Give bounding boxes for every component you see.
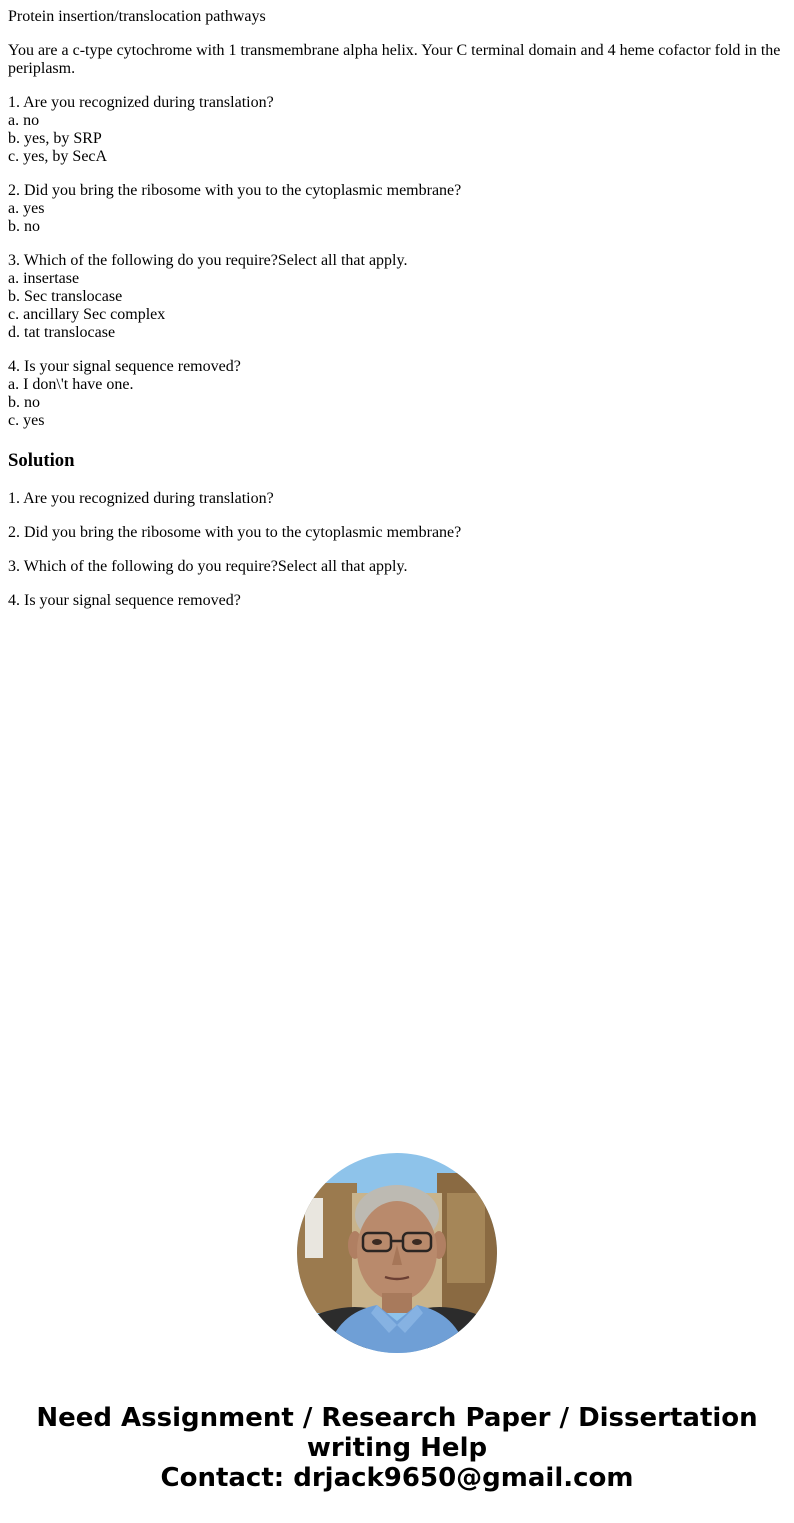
answer-option: b. no xyxy=(8,394,40,411)
solution-heading: Solution xyxy=(8,450,75,471)
promo-banner xyxy=(0,1403,794,1493)
answer-option: b. yes, by SRP xyxy=(8,130,102,147)
answer-option: b. no xyxy=(8,218,40,235)
answer-option: a. yes xyxy=(8,200,45,217)
answer-option: c. yes xyxy=(8,412,45,429)
document-title: Protein insertion/translocation pathways xyxy=(8,8,266,25)
document-content xyxy=(8,8,786,626)
author-avatar xyxy=(297,1153,497,1353)
promo-line-2: writing Help xyxy=(306,1433,488,1463)
question-intro: You are a c-type cytochrome with 1 transmembrane alpha helix. Your C terminal domain and 4 heme cofactor fold in the periplasm. xyxy=(8,42,781,77)
question-text: 2. Did you bring the ribosome with you to the cytoplasmic membrane? xyxy=(8,182,462,199)
question-block-4 xyxy=(8,358,786,430)
answer-option: a. I don\'t have one. xyxy=(8,376,134,393)
answer-option: b. Sec translocase xyxy=(8,288,123,305)
question-block-2 xyxy=(8,182,786,236)
answer-option: c. ancillary Sec complex xyxy=(8,306,166,323)
question-block-1 xyxy=(8,94,786,166)
solution-item: 4. Is your signal sequence removed? xyxy=(8,592,241,609)
solution-item: 1. Are you recognized during translation? xyxy=(8,490,274,507)
question-block-3 xyxy=(8,252,786,342)
promo-line-1: Need Assignment / Research Paper / Dissertation xyxy=(36,1403,758,1433)
solution-item: 3. Which of the following do you require?Select all that apply. xyxy=(8,558,408,575)
answer-option: a. insertase xyxy=(8,270,80,287)
answer-option: a. no xyxy=(8,112,40,129)
author-portrait-image xyxy=(297,1153,497,1353)
question-text: 3. Which of the following do you require?Select all that apply. xyxy=(8,252,408,269)
solution-item: 2. Did you bring the ribosome with you to the cytoplasmic membrane? xyxy=(8,524,462,541)
answer-option: c. yes, by SecA xyxy=(8,148,108,165)
answer-option: d. tat translocase xyxy=(8,324,116,341)
promo-contact: Contact: drjack9650@gmail.com xyxy=(160,1463,634,1493)
question-text: 1. Are you recognized during translation? xyxy=(8,94,274,111)
question-text: 4. Is your signal sequence removed? xyxy=(8,358,241,375)
